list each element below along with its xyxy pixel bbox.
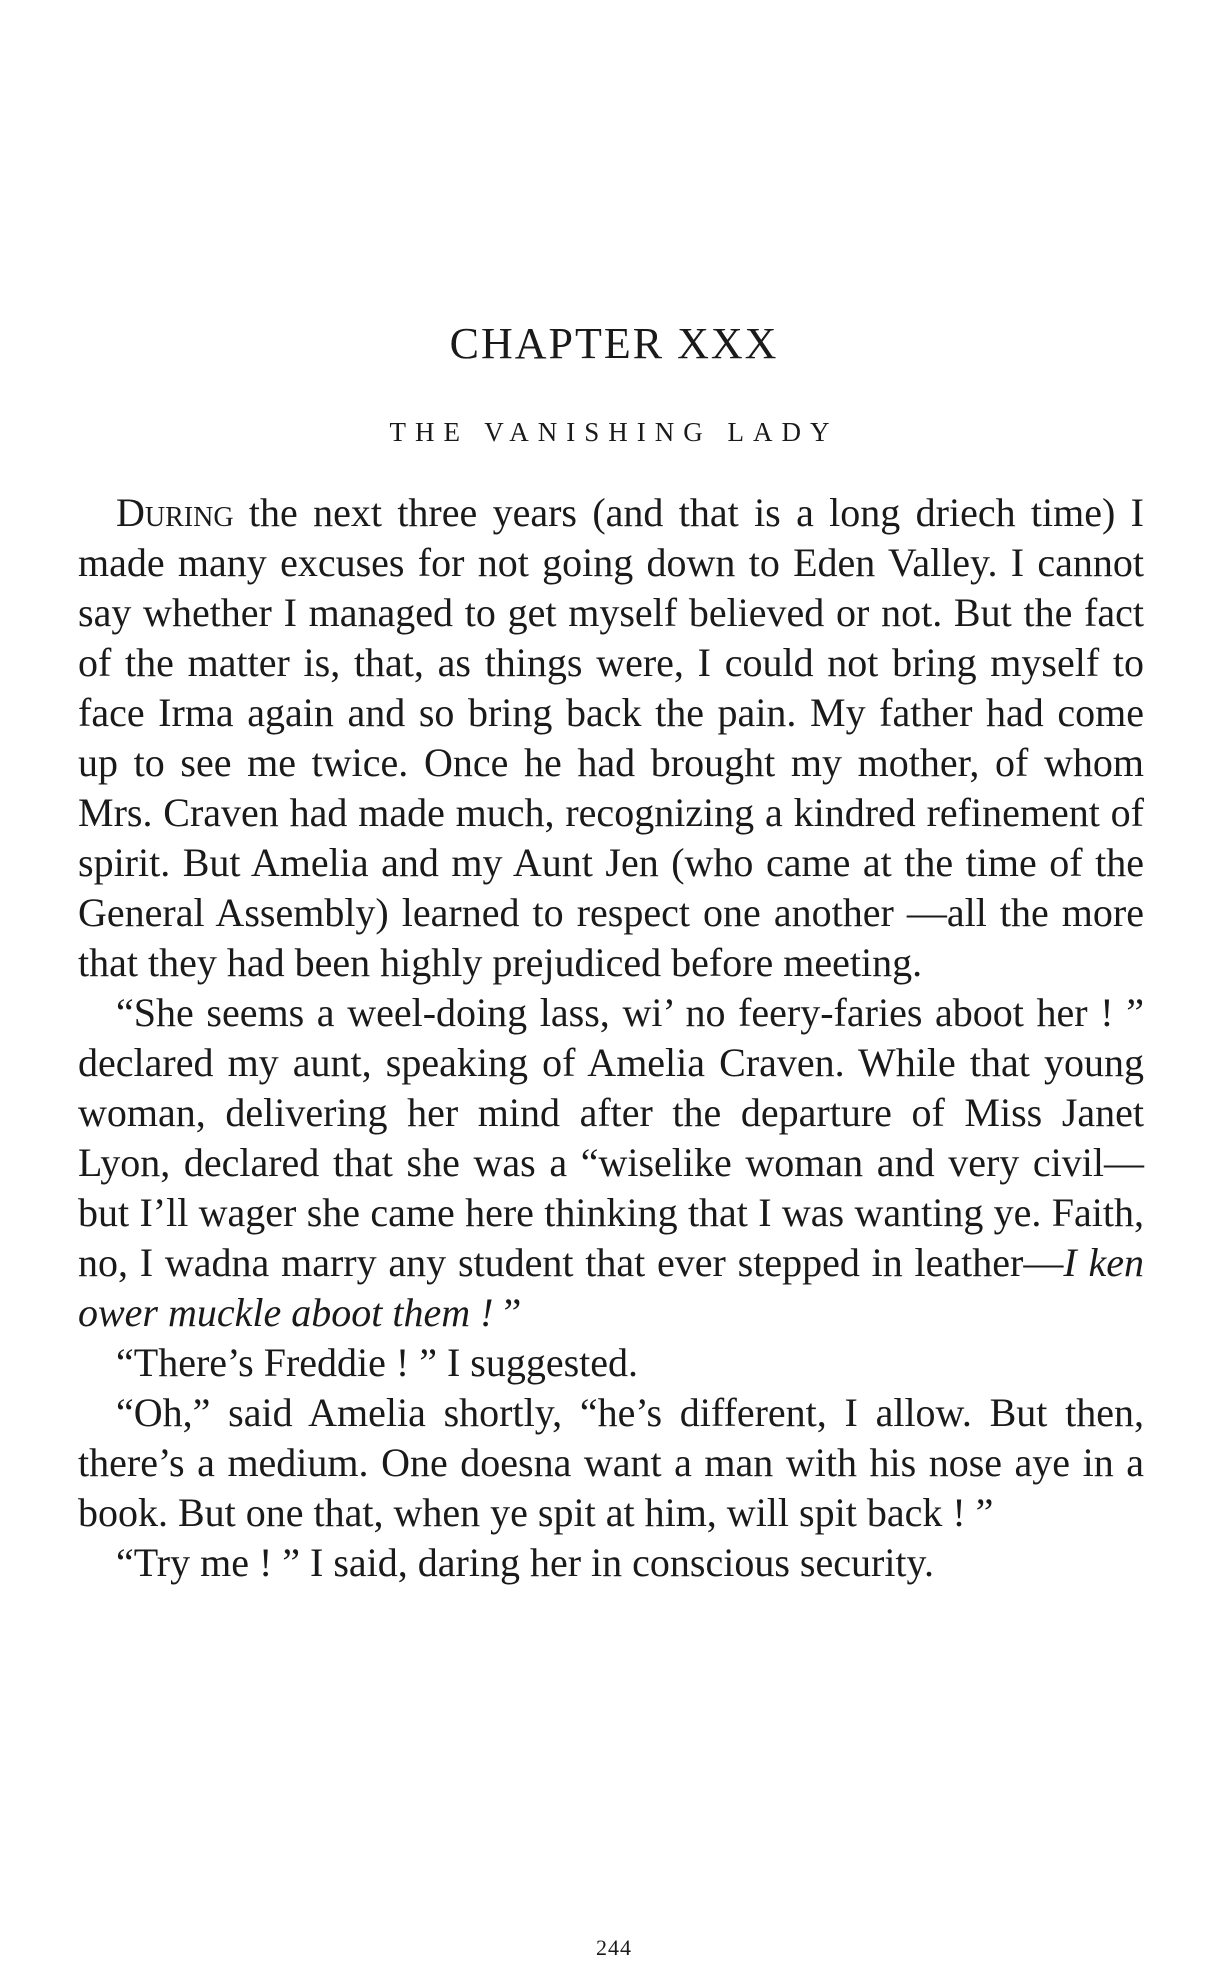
paragraph-3-text: “There’s Freddie ! ” I suggested.: [116, 1340, 639, 1385]
chapter-title: THE VANISHING LADY: [389, 417, 839, 447]
drop-word: During: [116, 490, 234, 535]
paragraph-3: [78, 1338, 1144, 1388]
paragraph-2-italic: I ken ower muckle aboot them !: [78, 1240, 1144, 1335]
paragraph-4: [78, 1388, 1144, 1538]
chapter-body: [78, 488, 1144, 1588]
paragraph-1: [78, 488, 1144, 988]
paragraph-2-text: “She seems a weel-doing lass, wi’ no feery-faries aboot her ! ” declared my aunt, speaking of Amelia Craven. While that young woman, delivering her mind after the departure of Miss Janet Lyon, declared that she was a “wiselike woman and very civil—but I’ll wager she came here thinking that I was wanting ye. Faith, no, I wadna marry any student that ever stepped in leather—: [78, 990, 1144, 1285]
page-number: 244: [596, 1935, 632, 1960]
paragraph-1-text: the next three years (and that is a long driech time) I made many excuses for not going down to Eden Valley. I cannot say whether I managed to get myself believed or not. But the fact of the matter is, that, as things were, I could not bring myself to face Irma again and so bring back the pain. My father had come up to see me twice. Once he had brought my mother, of whom Mrs. Craven had made much, recognizing a kindred refinement of spirit. But Amelia and my Aunt Jen (who came at the time of the General Assembly) learned to respect one another —all the more that they had been highly prejudiced before meeting.: [78, 490, 1144, 985]
paragraph-5-text: “Try me ! ” I said, daring her in conscious security.: [116, 1540, 934, 1585]
paragraph-2-tail: ”: [493, 1290, 522, 1335]
paragraph-2: [78, 988, 1144, 1338]
paragraph-5: [78, 1538, 1144, 1588]
paragraph-4-text: “Oh,” said Amelia shortly, “he’s different, I allow. But then, there’s a medium. One doesna want a man with his nose aye in a book. But one that, when ye spit at him, will spit back ! ”: [78, 1390, 1144, 1535]
chapter-heading: CHAPTER XXX: [449, 319, 779, 368]
